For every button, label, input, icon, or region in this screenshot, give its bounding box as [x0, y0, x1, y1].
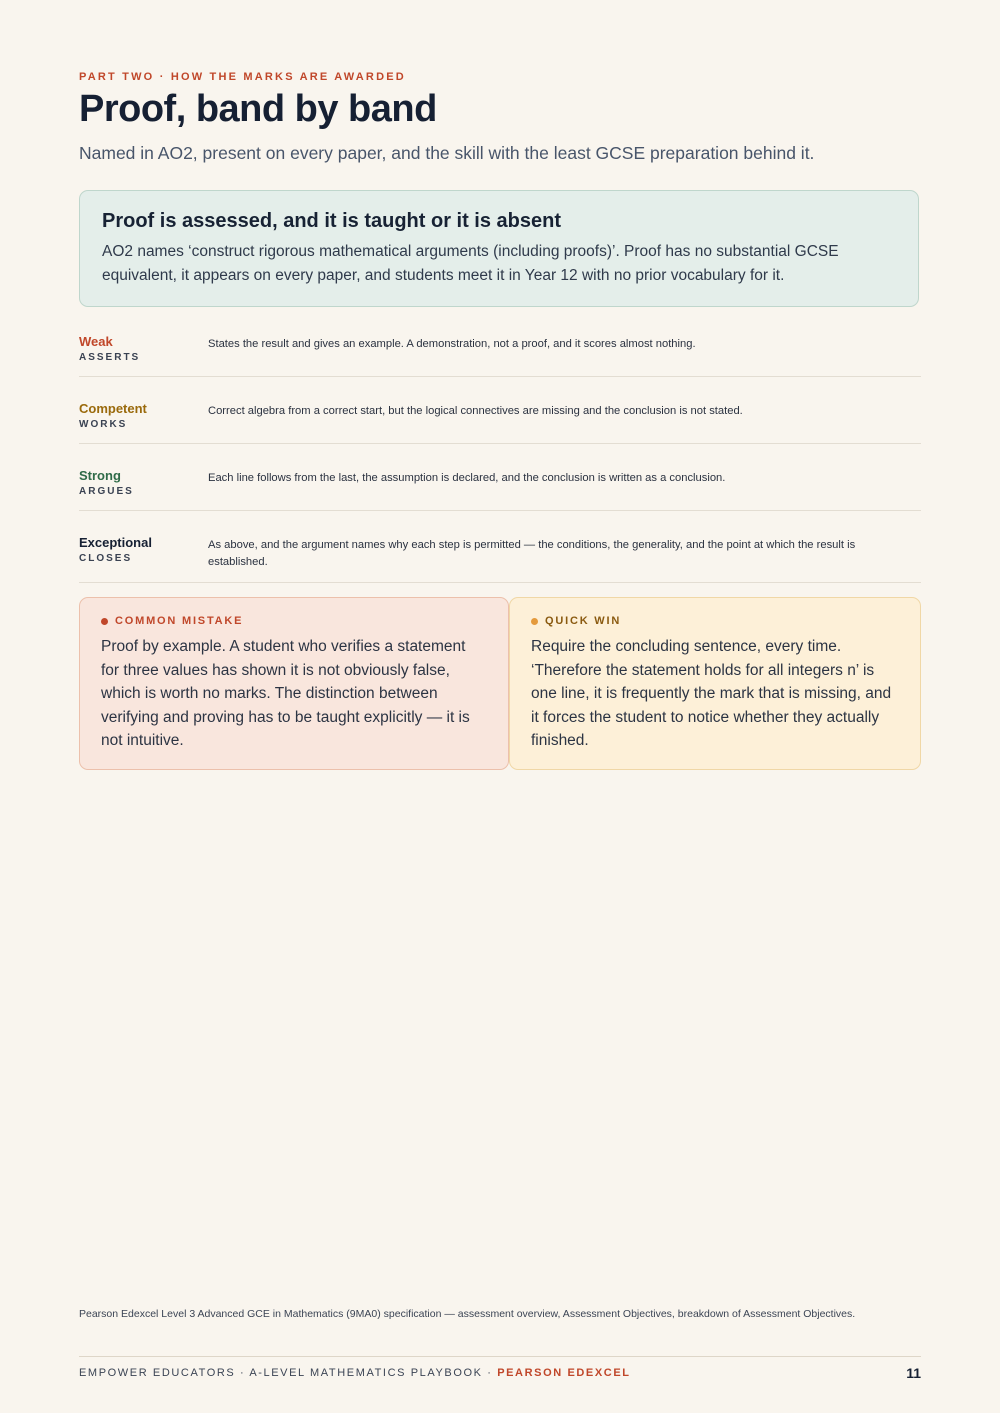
band-description: States the result and gives an example. A demonstration, not a proof, and it scores almost nothing. — [208, 338, 696, 350]
common-mistake-body: Proof by example. A student who verifies a statement for three values has shown it is not obviously false, which is worth no marks. The distinction between verifying and proving has to be taught explicitly — it is not intuitive. — [101, 638, 470, 750]
band-name: Exceptional — [79, 535, 152, 550]
bullet-dot-icon — [101, 618, 108, 625]
common-mistake-card — [79, 597, 509, 770]
quick-win-body: Require the concluding sentence, every time. ‘Therefore the statement holds for all integers n’ is one line, it is frequently the mark that is missing, and it forces the student to notice whether they actually finished. — [531, 638, 892, 750]
band-name: Strong — [79, 468, 121, 483]
footer-divider — [79, 1356, 921, 1357]
band-row-competent — [79, 377, 921, 444]
band-row-exceptional — [79, 511, 921, 583]
quick-win-card — [509, 597, 921, 770]
footer-brand: PEARSON EDEXCEL — [497, 1367, 631, 1379]
bullet-dot-icon — [531, 618, 538, 625]
section-eyebrow: PART TWO · HOW THE MARKS ARE AWARDED — [79, 71, 406, 83]
band-verb: ASSERTS — [79, 352, 141, 363]
page-number: 11 — [906, 1365, 921, 1381]
band-verb: CLOSES — [79, 553, 133, 564]
callout-body: AO2 names ‘construct rigorous mathematical arguments (including proofs)’. Proof has no substantial GCSE equivalent, it appears on every paper, and students meet it in Year 12 with no prior vocabulary for it. — [102, 243, 839, 284]
band-verb: WORKS — [79, 419, 128, 430]
band-description: As above, and the argument names why each step is permitted — the conditions, the generality, and the point at which the result is established. — [208, 539, 856, 568]
band-verb: ARGUES — [79, 486, 134, 497]
source-note: Pearson Edexcel Level 3 Advanced GCE in Mathematics (9MA0) specification — assessment overview, Assessment Objectives, breakdown of Assessment Objectives. — [79, 1308, 856, 1320]
callout-title: Proof is assessed, and it is taught or it is absent — [102, 210, 562, 232]
band-row-weak — [79, 326, 921, 377]
page-title: Proof, band by band — [79, 88, 437, 130]
quick-win-heading: QUICK WIN — [531, 615, 899, 627]
band-row-strong — [79, 444, 921, 511]
band-description: Each line follows from the last, the assumption is declared, and the conclusion is written as a conclusion. — [208, 472, 726, 484]
footer — [79, 1367, 631, 1379]
footer-text: EMPOWER EDUCATORS · A-LEVEL MATHEMATICS PLAYBOOK · — [79, 1367, 498, 1379]
band-name: Weak — [79, 334, 113, 349]
common-mistake-heading: COMMON MISTAKE — [101, 615, 487, 627]
page-subtitle: Named in AO2, present on every paper, and the skill with the least GCSE preparation behind it. — [79, 143, 815, 163]
band-description: Correct algebra from a correct start, but the logical connectives are missing and the conclusion is not stated. — [208, 405, 743, 417]
band-name: Competent — [79, 401, 147, 416]
bands-table — [79, 326, 921, 583]
key-callout — [79, 190, 919, 307]
